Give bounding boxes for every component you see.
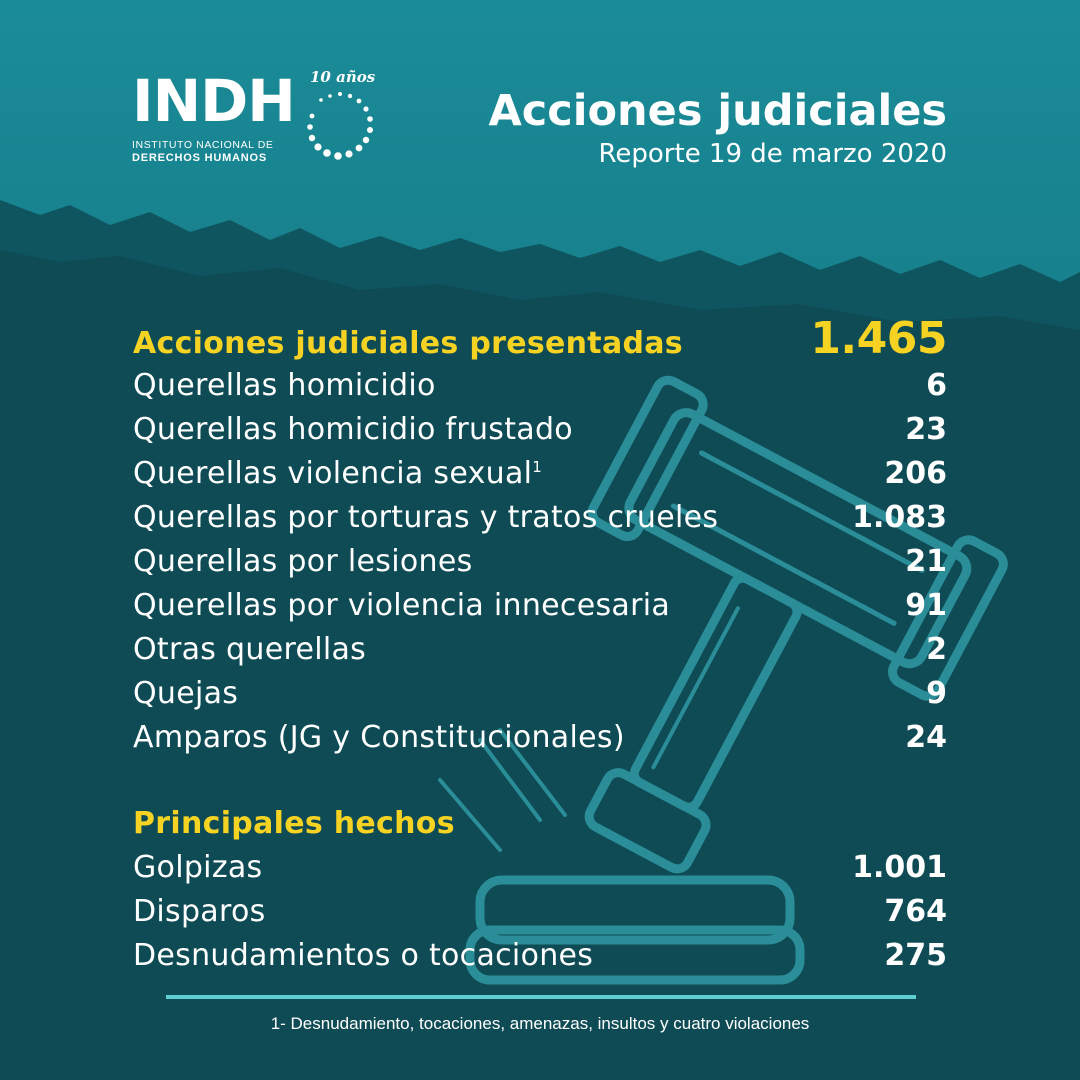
row-value: 275 <box>884 938 947 973</box>
row-label: Querellas violencia sexual <box>133 456 533 491</box>
row-label-wrapper <box>133 452 542 496</box>
logo-wordmark: INDH <box>132 67 295 135</box>
row-value: 24 <box>905 720 947 755</box>
list-item <box>133 628 947 672</box>
row-label: Otras querellas <box>133 632 367 667</box>
row-value: 1.001 <box>852 850 947 885</box>
dot-circle-icon <box>300 86 380 166</box>
row-label: Amparos (JG y Constitucionales) <box>133 720 625 755</box>
hechos-list <box>133 802 947 978</box>
row-value: 2 <box>926 632 947 667</box>
row-label: Quejas <box>133 676 239 711</box>
list-item <box>133 408 947 452</box>
indh-logo <box>132 67 392 170</box>
acciones-list <box>133 314 947 760</box>
list-item <box>133 584 947 628</box>
logo-line-2: DERECHOS HUMANOS <box>132 152 268 164</box>
row-value: 21 <box>905 544 947 579</box>
footnote-marker: 1 <box>532 458 543 476</box>
row-value: 9 <box>926 676 947 711</box>
row-value: 6 <box>926 368 947 403</box>
row-label: Disparos <box>133 894 266 929</box>
page-subtitle: Reporte 19 de marzo 2020 <box>598 139 947 169</box>
list-item <box>133 540 947 584</box>
row-value: 764 <box>884 894 947 929</box>
row-label: Querellas homicidio frustado <box>133 412 573 447</box>
page-title: Acciones judiciales <box>488 86 947 136</box>
acciones-heading-row <box>133 314 947 364</box>
row-label: Querellas por torturas y tratos crueles <box>133 500 719 535</box>
row-label: Querellas homicidio <box>133 368 436 403</box>
hechos-heading: Principales hechos <box>133 806 455 841</box>
list-item <box>133 934 947 978</box>
row-value: 1.083 <box>852 500 947 535</box>
divider <box>166 995 916 999</box>
row-label: Golpizas <box>133 850 263 885</box>
list-item <box>133 496 947 540</box>
row-value: 91 <box>905 588 947 623</box>
list-item <box>133 452 947 496</box>
row-value: 23 <box>905 412 947 447</box>
row-label: Querellas por violencia innecesaria <box>133 588 671 623</box>
list-item <box>133 890 947 934</box>
hechos-heading-row <box>133 802 947 846</box>
acciones-heading: Acciones judiciales presentadas <box>133 326 683 361</box>
list-item <box>133 364 947 408</box>
list-item <box>133 716 947 760</box>
row-label: Desnudamientos o tocaciones <box>133 938 594 973</box>
list-item <box>133 672 947 716</box>
acciones-total: 1.465 <box>810 313 947 364</box>
logo-line-1: INSTITUTO NACIONAL DE <box>132 139 274 151</box>
row-label: Querellas por lesiones <box>133 544 473 579</box>
logo-anniversary: 10 años <box>310 68 376 86</box>
footnote: 1- Desnudamiento, tocaciones, amenazas, insultos y cuatro violaciones <box>270 1014 810 1033</box>
list-item <box>133 846 947 890</box>
row-value: 206 <box>884 456 947 491</box>
